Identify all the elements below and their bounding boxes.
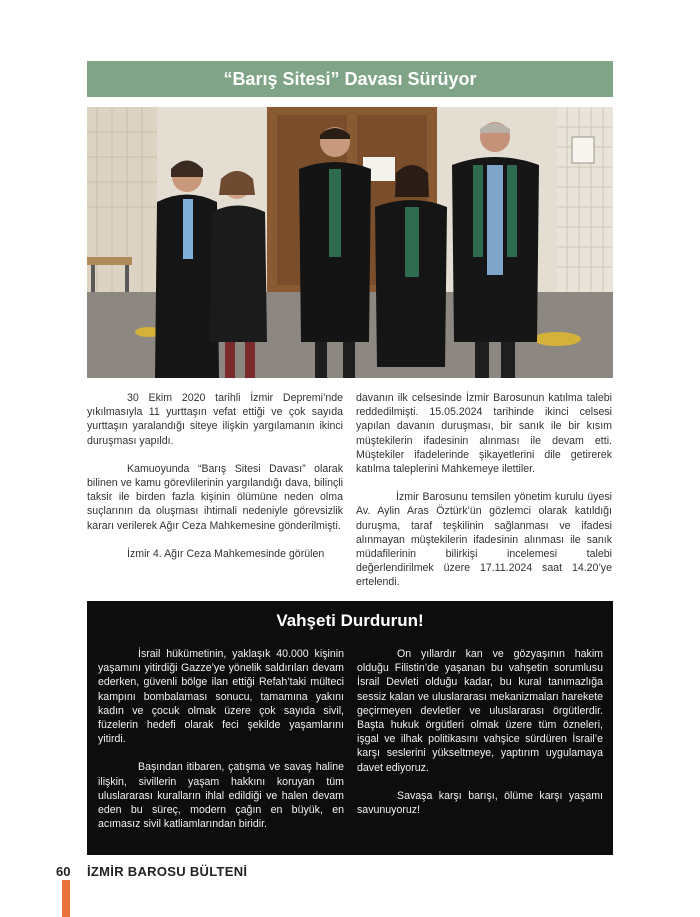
article-paragraph: İzmir Barosunu temsilen yönetim kurulu üyesi Av. Aylin Aras Öztürk’ün gözlemci olarak katıldığı duruşma, taraf teşkilinin sağlanması ve ifadesi alınmayan müştekilerin ifadesinin alınması ile sanık müdafilerinin bilirkişi incelemesi talebi değerlendirilmek üzere 17.11.2024 saat 14.20’ye ertelendi.: [356, 491, 612, 589]
statement-box: [87, 601, 613, 855]
statement-title: Vahşeti Durdurun!: [276, 611, 424, 630]
publication-name: İZMİR BAROSU BÜLTENİ: [87, 864, 248, 879]
statement-paragraph: Başından itibaren, çatışma ve savaş haline ilişkin, sivillerin yaşam hakkını koruyan tüm uluslararası kuralların ihlal edildiği ve halen devam eden bu süreç, modern çağın en büyük, en acımasız sivil katliamlarından biridir.: [98, 761, 344, 831]
statement-right-column: [357, 647, 603, 831]
article-right-column: [356, 391, 612, 604]
footer-accent-bar: [62, 880, 70, 917]
article-title-banner: [87, 61, 613, 97]
statement-left-column: [98, 647, 344, 845]
article-paragraph: Kamuoyunda “Barış Sitesi Davası” olarak bilinen ve kamu görevlilerinin yargılandığı dava, bilinçli taksir ile birden fazla kişinin ölümüne neden olma suçlarının da oluşması ihtimali nedeniyle görevsizlik kararı verilerek Ağır Ceza Mahkemesine gönderilmişti.: [87, 462, 343, 532]
statement-paragraph: On yıllardır kan ve gözyaşının hakim olduğu Filistin’de yaşanan bu vahşetin sorumlusu İsrail Devleti olduğu kadar, bu kural tanımazlığa sessiz kalan ve uluslararası mekanizmaları harekete geçirmeyen devletler ve uluslararası örgütlerdir. Başta hukuk örgütleri olmak üzere tüm özneleri, işgal ve ilhak politikasını vahşice sürdüren İsrail’e karşı seslerini yükseltmeye, yaptırım uygulamaya davet ediyoruz.: [357, 648, 603, 774]
courthouse-group-photo: [87, 107, 613, 378]
statement-paragraph: İsrail hükümetinin, yaklaşık 40.000 kişinin yaşamını yitirdiği Gazze’ye yönelik saldırıları devam ederken, güvenli bölge ilan ettiği Refah’taki mülteci kampını bombalaması sonucu, tamamına yakını kadın ve çocuk olmak üzere çok sayıda sivil, füzelerin hedefi olarak feci şekilde yaşamlarını yitirdi.: [98, 648, 344, 746]
article-left-column: [87, 391, 343, 575]
article-paragraph: davanın ilk celsesinde İzmir Barosunun katılma talebi reddedilmişti. 15.05.2024 tarihinde ikinci celsesi yapılan davanın duruşması, bir sanık ile bir kısım müştekilerin ifadesinin alınması ile devam etti. Müştekiler ifadelerinde şikayetlerini dile getirerek katılma taleplerini Mahkemeye ilettiler.: [356, 392, 612, 476]
article-title: “Barış Sitesi” Davası Sürüyor: [223, 68, 477, 89]
article-paragraph: İzmir 4. Ağır Ceza Mahkemesinde görülen: [127, 547, 325, 560]
article-paragraph: 30 Ekim 2020 tarihli İzmir Depremi’nde yıkılmasıyla 11 yurttaşın vefat ettiği ve çok sayıda yurttaşın yaralandığı siteye ilişkin yargılamanın ikinci duruşması yapıldı.: [87, 392, 343, 447]
statement-paragraph: Savaşa karşı barışı, ölüme karşı yaşamı savunuyoruz!: [357, 789, 603, 817]
page-number: 60: [56, 864, 71, 879]
